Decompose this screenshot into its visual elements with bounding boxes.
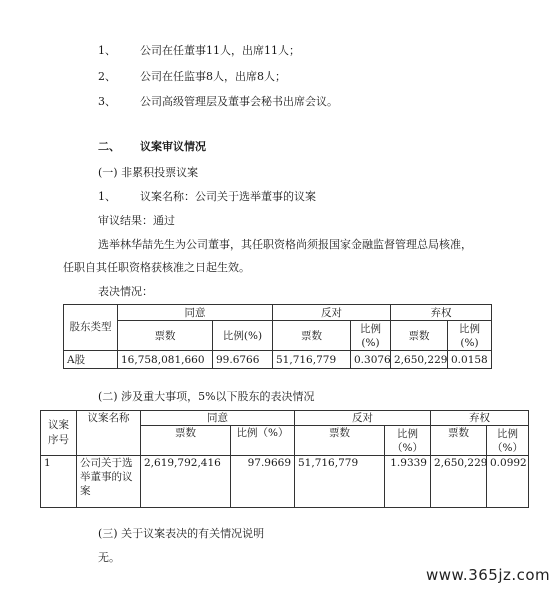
header-seq: 议案序号 xyxy=(41,411,77,456)
attendance-item-1-num: 1、 xyxy=(98,44,116,57)
part1-heading: (一) 非累积投票议案 xyxy=(98,166,199,179)
cell-agree-votes: 16,758,081,660 xyxy=(118,351,213,369)
cell-agree-ratio: 97.9669 xyxy=(231,456,295,508)
header-motion-name: 议案名称 xyxy=(77,411,141,456)
header-abstain-votes: 票数 xyxy=(391,321,448,351)
header-against: 反对 xyxy=(273,305,391,321)
header-agree-ratio: 比例（%） xyxy=(231,426,295,456)
header-agree-ratio: 比例(%) xyxy=(213,321,273,351)
cell-agree-ratio: 99.6766 xyxy=(213,351,273,369)
vote-table-2 xyxy=(40,410,529,508)
cell-abstain-votes: 2,650,229 xyxy=(391,351,448,369)
part2-heading: (二) 涉及重大事项，5%以下股东的表决情况 xyxy=(98,390,315,403)
cell-against-ratio: 1.9339 xyxy=(385,456,431,508)
cell-seq: 1 xyxy=(41,456,77,508)
part1-item-num: 1、 xyxy=(98,190,116,203)
header-abstain-votes: 票数 xyxy=(431,426,487,456)
header-agree-votes: 票数 xyxy=(141,426,231,456)
header-against-votes: 票数 xyxy=(295,426,385,456)
part3-body: 无。 xyxy=(98,551,120,564)
header-against-votes: 票数 xyxy=(273,321,351,351)
part3-heading: (三) 关于议案表决的有关情况说明 xyxy=(98,527,265,540)
cell-abstain-ratio: 0.0992 xyxy=(487,456,529,508)
header-abstain: 弃权 xyxy=(391,305,492,321)
header-against-ratio: 比例（%） xyxy=(385,426,431,456)
cell-against-votes: 51,716,779 xyxy=(295,456,385,508)
header-agree: 同意 xyxy=(141,411,295,426)
section-title: 议案审议情况 xyxy=(140,140,206,153)
cell-against-ratio: 0.3076 xyxy=(351,351,391,369)
header-against: 反对 xyxy=(295,411,431,426)
cell-motion-name: 公司关于选举董事的议案 xyxy=(77,456,141,508)
cell-abstain-votes: 2,650,229 xyxy=(431,456,487,508)
attendance-item-1-text: 公司在任董事11人，出席11人； xyxy=(140,44,300,57)
attendance-item-2-num: 2、 xyxy=(98,70,116,83)
part1-vote-label: 表决情况： xyxy=(98,285,153,298)
attendance-item-3-text: 公司高级管理层及董事会秘书出席会议。 xyxy=(140,95,338,108)
header-abstain-ratio: 比例(%) xyxy=(448,321,492,351)
section-number: 二、 xyxy=(98,140,120,153)
part1-paragraph-line1: 选举林华喆先生为公司董事，其任职资格尚须报国家金融监督管理总局核准， xyxy=(98,238,472,251)
header-abstain-ratio: 比例（%） xyxy=(487,426,529,456)
vote-table-1 xyxy=(63,304,492,369)
header-against-ratio: 比例(%) xyxy=(351,321,391,351)
attendance-item-2-text: 公司在任监事8人，出席8人； xyxy=(140,70,286,83)
cell-abstain-ratio: 0.0158 xyxy=(448,351,492,369)
cell-agree-votes: 2,619,792,416 xyxy=(141,456,231,508)
part1-paragraph-line2: 任职自其任职资格获核准之日起生效。 xyxy=(63,261,250,274)
part1-result: 审议结果：通过 xyxy=(98,214,175,227)
header-agree: 同意 xyxy=(118,305,273,321)
attendance-item-3-num: 3、 xyxy=(98,95,116,108)
header-agree-votes: 票数 xyxy=(118,321,213,351)
part1-item-text: 议案名称：公司关于选举董事的议案 xyxy=(140,190,316,203)
header-abstain: 弃权 xyxy=(431,411,529,426)
cell-shareholder-type: A股 xyxy=(64,351,118,369)
header-shareholder-type: 股东类型 xyxy=(64,305,118,351)
site-watermark: www.365jz.com xyxy=(426,566,550,584)
cell-against-votes: 51,716,779 xyxy=(273,351,351,369)
